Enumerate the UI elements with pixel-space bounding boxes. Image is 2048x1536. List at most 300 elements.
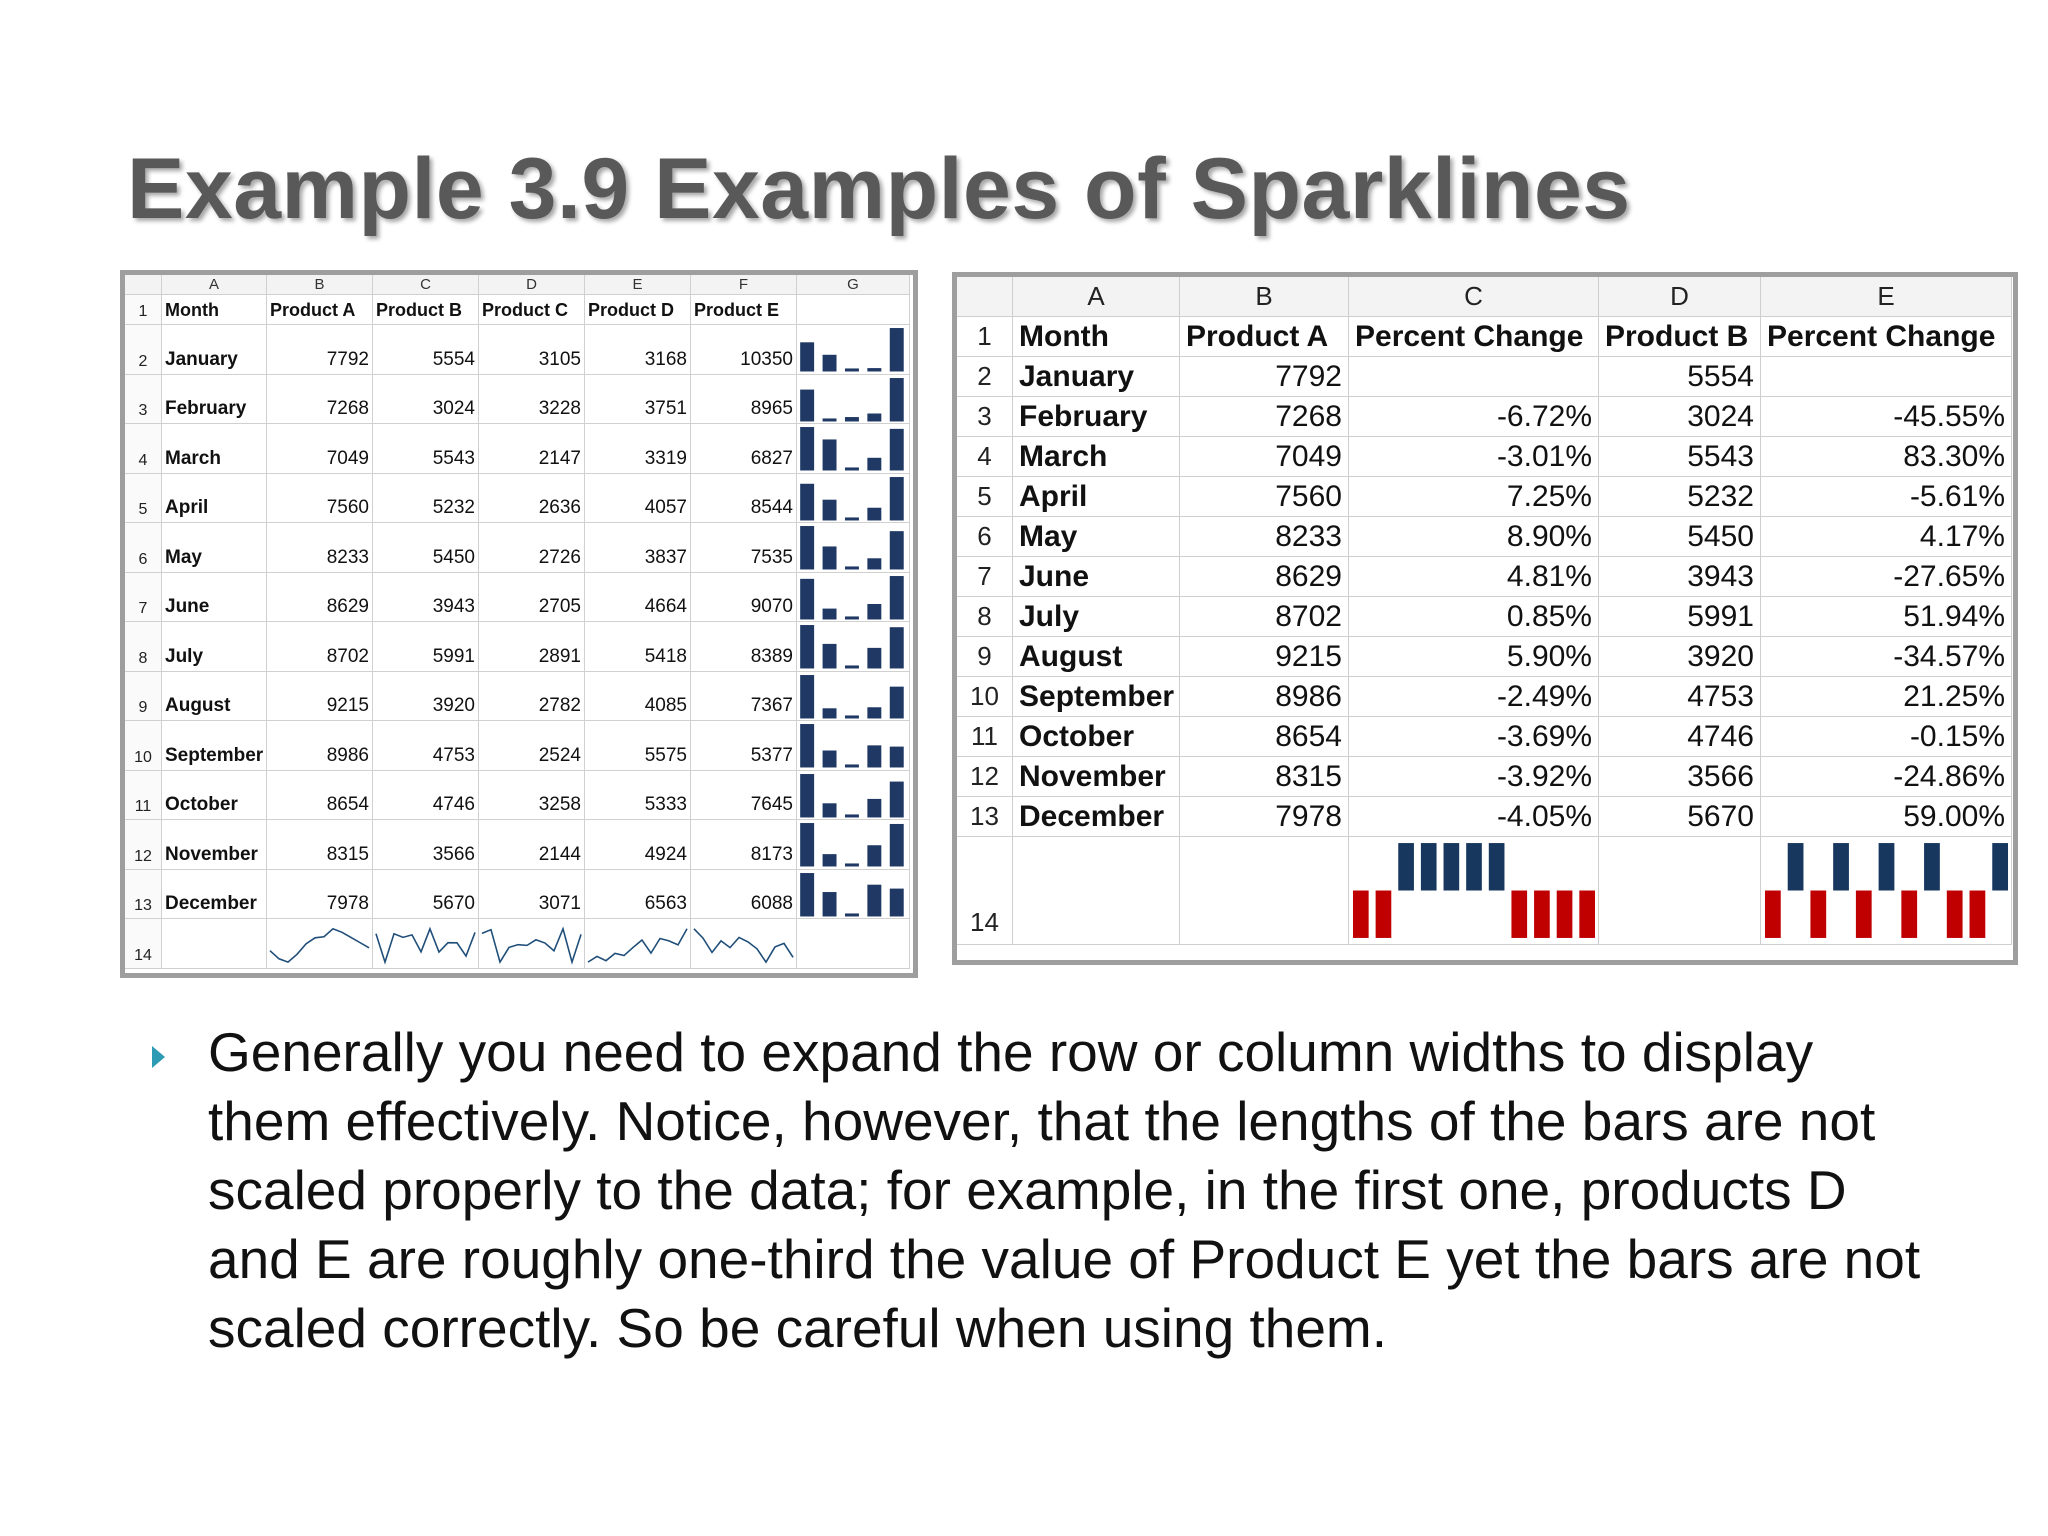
line-sparkline-cell[interactable] [373, 919, 479, 969]
row-header[interactable]: 10 [957, 677, 1013, 717]
value-cell[interactable]: 2144 [479, 820, 585, 870]
sparkline-loss-bar [1534, 891, 1550, 938]
row-header[interactable]: 3 [957, 397, 1013, 437]
value-cell[interactable]: 8629 [267, 573, 373, 623]
sparkline-bar [800, 389, 814, 421]
value-cell[interactable]: 8702 [267, 622, 373, 672]
value-cell[interactable]: 7978 [267, 870, 373, 920]
value-cell[interactable]: 5232 [373, 474, 479, 524]
row-header[interactable]: 5 [125, 474, 162, 524]
value-cell[interactable] [1349, 357, 1599, 397]
sparkline-bar [845, 566, 859, 569]
row-header[interactable]: 1 [957, 317, 1013, 357]
sparkline-bar [867, 798, 881, 817]
value-cell[interactable]: 2147 [479, 424, 585, 474]
column-header[interactable]: D [1599, 277, 1761, 317]
value-cell[interactable]: 7.25% [1349, 477, 1599, 517]
sparkline-bar [823, 355, 837, 372]
sparkline-bar [845, 417, 859, 421]
value-cell[interactable]: 7268 [1180, 397, 1349, 437]
header-cell[interactable]: Month [1013, 317, 1180, 357]
value-cell[interactable]: 5333 [585, 771, 691, 821]
month-cell[interactable]: August [1013, 637, 1180, 677]
select-all-corner[interactable] [125, 275, 162, 295]
sparkline-loss-bar [1353, 891, 1369, 938]
value-cell[interactable]: 5554 [373, 325, 479, 375]
sparkline-bar [800, 724, 814, 767]
sparkline-bar [890, 627, 904, 668]
row-header[interactable]: 4 [957, 437, 1013, 477]
value-cell[interactable]: -3.69% [1349, 717, 1599, 757]
value-cell[interactable]: -27.65% [1761, 557, 2012, 597]
header-cell[interactable]: Product B [1599, 317, 1761, 357]
sparkline-bar [867, 745, 881, 767]
value-cell[interactable]: 4746 [1599, 717, 1761, 757]
row-header[interactable]: 11 [957, 717, 1013, 757]
sparkline-loss-bar [1511, 891, 1527, 938]
row-header[interactable]: 11 [125, 771, 162, 821]
line-sparkline [373, 919, 478, 968]
header-cell[interactable]: Percent Change [1349, 317, 1599, 357]
sheet2-grid [957, 277, 2013, 945]
value-cell[interactable]: 5543 [1599, 437, 1761, 477]
month-cell[interactable]: September [1013, 677, 1180, 717]
value-cell[interactable]: 4.81% [1349, 557, 1599, 597]
sparkline-bar [867, 648, 881, 669]
month-cell[interactable]: October [162, 771, 267, 821]
month-cell[interactable]: October [1013, 717, 1180, 757]
month-cell[interactable]: March [1013, 437, 1180, 477]
value-cell[interactable]: 83.30% [1761, 437, 2012, 477]
sparkline-win-bar [1833, 843, 1849, 890]
sparkline-bar [823, 608, 837, 619]
sparkline-bar [867, 507, 881, 520]
column-sparkline [797, 820, 909, 869]
column-sparkline-cell[interactable] [797, 820, 910, 870]
value-cell[interactable]: 59.00% [1761, 797, 2012, 837]
value-cell[interactable]: 3071 [479, 870, 585, 920]
sparkline-bar [890, 328, 904, 371]
column-header[interactable]: G [797, 275, 910, 295]
value-cell[interactable]: 7268 [267, 375, 373, 425]
sparkline-bar [890, 531, 904, 569]
month-cell[interactable]: November [162, 820, 267, 870]
column-header[interactable]: B [267, 275, 373, 295]
value-cell[interactable]: 7535 [691, 523, 797, 573]
spreadsheet-win-loss-sparklines [952, 272, 2018, 965]
value-cell[interactable]: 8.90% [1349, 517, 1599, 557]
sparkline-win-bar [1879, 843, 1895, 890]
row-header[interactable]: 12 [957, 757, 1013, 797]
win-loss-sparkline-cell[interactable] [1349, 837, 1599, 945]
sparkline-bar [823, 439, 837, 470]
month-cell[interactable]: June [162, 573, 267, 623]
column-sparkline-cell[interactable] [797, 721, 910, 771]
sparkline-bar [867, 604, 881, 619]
value-cell[interactable]: 9070 [691, 573, 797, 623]
sparkline-bar [867, 884, 881, 916]
column-sparkline-cell[interactable] [797, 424, 910, 474]
month-cell[interactable]: January [1013, 357, 1180, 397]
value-cell[interactable]: 5543 [373, 424, 479, 474]
line-sparkline-cell[interactable] [267, 919, 373, 969]
column-sparkline-cell[interactable] [797, 375, 910, 425]
value-cell[interactable]: -0.15% [1761, 717, 2012, 757]
month-cell[interactable]: January [162, 325, 267, 375]
month-cell[interactable]: May [1013, 517, 1180, 557]
value-cell[interactable]: 5377 [691, 721, 797, 771]
month-cell[interactable]: April [162, 474, 267, 524]
sparkline-bar [867, 413, 881, 421]
sparkline-bar [845, 913, 859, 916]
value-cell[interactable]: 3566 [373, 820, 479, 870]
sparkline-bar [800, 427, 814, 470]
value-cell[interactable]: 5670 [373, 870, 479, 920]
row-header[interactable]: 13 [125, 870, 162, 920]
month-cell[interactable]: September [162, 721, 267, 771]
column-header[interactable]: D [479, 275, 585, 295]
value-cell[interactable]: 2726 [479, 523, 585, 573]
value-cell[interactable]: 7049 [267, 424, 373, 474]
value-cell[interactable]: 9215 [1180, 637, 1349, 677]
win-loss-sparkline [1349, 837, 1598, 944]
month-cell[interactable]: June [1013, 557, 1180, 597]
column-header[interactable]: E [1761, 277, 2012, 317]
row-header[interactable]: 14 [125, 919, 162, 969]
row-header[interactable]: 10 [125, 721, 162, 771]
value-cell[interactable]: 8654 [267, 771, 373, 821]
column-sparkline [797, 325, 909, 374]
row-header[interactable]: 14 [957, 837, 1013, 945]
value-cell[interactable]: 4085 [585, 672, 691, 722]
value-cell[interactable]: -3.92% [1349, 757, 1599, 797]
value-cell[interactable]: 7367 [691, 672, 797, 722]
value-cell[interactable]: 7792 [1180, 357, 1349, 397]
value-cell[interactable]: 8173 [691, 820, 797, 870]
sparkline-bar [800, 823, 814, 866]
column-sparkline [797, 474, 909, 523]
sparkline-loss-bar [1810, 891, 1826, 938]
bullet-arrow-icon [152, 1046, 165, 1068]
column-header[interactable]: B [1180, 277, 1349, 317]
column-sparkline [797, 622, 909, 671]
value-cell[interactable]: -2.49% [1349, 677, 1599, 717]
header-cell[interactable]: Product D [585, 295, 691, 325]
empty-cell[interactable] [797, 295, 910, 325]
sparkline-bar [867, 707, 881, 718]
value-cell[interactable]: 51.94% [1761, 597, 2012, 637]
empty-cell[interactable] [1599, 837, 1761, 945]
sheet1-grid [125, 275, 913, 969]
value-cell[interactable]: 2636 [479, 474, 585, 524]
header-cell[interactable]: Product C [479, 295, 585, 325]
sparkline-line [482, 929, 581, 962]
value-cell[interactable]: 3168 [585, 325, 691, 375]
value-cell[interactable]: 3105 [479, 325, 585, 375]
row-header[interactable]: 13 [957, 797, 1013, 837]
header-cell[interactable]: Product E [691, 295, 797, 325]
value-cell[interactable]: 0.85% [1349, 597, 1599, 637]
sparkline-bar [845, 814, 859, 817]
sparkline-loss-bar [1970, 891, 1986, 938]
sparkline-bar [823, 708, 837, 718]
line-sparkline-cell[interactable] [479, 919, 585, 969]
sparkline-bar [845, 517, 859, 520]
value-cell[interactable]: 6088 [691, 870, 797, 920]
column-sparkline-cell[interactable] [797, 523, 910, 573]
value-cell[interactable]: 8965 [691, 375, 797, 425]
row-header[interactable]: 2 [125, 325, 162, 375]
column-header[interactable]: C [373, 275, 479, 295]
sparkline-line [270, 929, 369, 962]
header-cell[interactable]: Product B [373, 295, 479, 325]
line-sparkline-cell[interactable] [585, 919, 691, 969]
value-cell[interactable]: 4753 [373, 721, 479, 771]
line-sparkline-cell[interactable] [691, 919, 797, 969]
sparkline-loss-bar [1947, 891, 1963, 938]
row-header[interactable]: 4 [125, 424, 162, 474]
sparkline-bar [845, 715, 859, 718]
value-cell[interactable]: 3751 [585, 375, 691, 425]
row-header[interactable]: 3 [125, 375, 162, 425]
header-cell[interactable]: Product A [1180, 317, 1349, 357]
value-cell[interactable]: 5232 [1599, 477, 1761, 517]
value-cell[interactable]: 8544 [691, 474, 797, 524]
row-header[interactable]: 5 [957, 477, 1013, 517]
sparkline-line [694, 929, 793, 962]
row-header[interactable]: 9 [125, 672, 162, 722]
value-cell[interactable]: 8315 [267, 820, 373, 870]
sparkline-bar [890, 576, 904, 619]
value-cell[interactable]: 5991 [1599, 597, 1761, 637]
sparkline-bar [800, 873, 814, 916]
value-cell[interactable]: 5991 [373, 622, 479, 672]
value-cell[interactable]: 6827 [691, 424, 797, 474]
month-cell[interactable]: February [1013, 397, 1180, 437]
value-cell[interactable]: -5.61% [1761, 477, 2012, 517]
value-cell[interactable]: 7049 [1180, 437, 1349, 477]
line-sparkline [479, 919, 584, 968]
column-sparkline [797, 672, 909, 721]
value-cell[interactable] [1761, 357, 2012, 397]
month-cell[interactable]: December [1013, 797, 1180, 837]
value-cell[interactable]: 8233 [1180, 517, 1349, 557]
value-cell[interactable]: 2705 [479, 573, 585, 623]
value-cell[interactable]: -24.86% [1761, 757, 2012, 797]
sparkline-bar [890, 781, 904, 817]
value-cell[interactable]: 8702 [1180, 597, 1349, 637]
value-cell[interactable]: 8986 [1180, 677, 1349, 717]
sparkline-bar [823, 418, 837, 421]
value-cell[interactable]: 3228 [479, 375, 585, 425]
value-cell[interactable]: 7645 [691, 771, 797, 821]
sparkline-bar [823, 803, 837, 817]
column-sparkline [797, 573, 909, 622]
value-cell[interactable]: 8654 [1180, 717, 1349, 757]
sparkline-win-bar [1924, 843, 1940, 890]
sparkline-bar [867, 845, 881, 866]
row-header[interactable]: 8 [125, 622, 162, 672]
row-header[interactable]: 8 [957, 597, 1013, 637]
sparkline-bar [800, 774, 814, 817]
row-header[interactable]: 9 [957, 637, 1013, 677]
column-header[interactable]: A [1013, 277, 1180, 317]
header-cell[interactable]: Percent Change [1761, 317, 2012, 357]
sparkline-win-bar [1992, 843, 2008, 890]
column-sparkline-cell[interactable] [797, 622, 910, 672]
sparkline-bar [823, 854, 837, 866]
value-cell[interactable]: 4924 [585, 820, 691, 870]
column-sparkline-cell[interactable] [797, 870, 910, 920]
column-header[interactable]: F [691, 275, 797, 295]
value-cell[interactable]: -45.55% [1761, 397, 2012, 437]
column-header[interactable]: E [585, 275, 691, 295]
value-cell[interactable]: 3024 [1599, 397, 1761, 437]
value-cell[interactable]: 3024 [373, 375, 479, 425]
value-cell[interactable]: 4057 [585, 474, 691, 524]
select-all-corner[interactable] [957, 277, 1013, 317]
value-cell[interactable]: 2524 [479, 721, 585, 771]
sparkline-bar [890, 429, 904, 471]
sparkline-win-bar [1398, 843, 1414, 890]
sparkline-bar [800, 526, 814, 569]
sparkline-bar [800, 483, 814, 520]
column-sparkline-cell[interactable] [797, 672, 910, 722]
month-cell[interactable]: August [162, 672, 267, 722]
column-header[interactable]: C [1349, 277, 1599, 317]
sparkline-loss-bar [1856, 891, 1872, 938]
value-cell[interactable]: -3.01% [1349, 437, 1599, 477]
sparkline-bar [845, 616, 859, 619]
value-cell[interactable]: 3920 [1599, 637, 1761, 677]
value-cell[interactable]: -34.57% [1761, 637, 2012, 677]
sparkline-bar [890, 888, 904, 916]
empty-cell[interactable] [1180, 837, 1349, 945]
month-cell[interactable]: July [1013, 597, 1180, 637]
sparkline-bar [800, 675, 814, 718]
value-cell[interactable]: 3566 [1599, 757, 1761, 797]
value-cell[interactable]: 8629 [1180, 557, 1349, 597]
sparkline-bar [845, 467, 859, 470]
sparkline-loss-bar [1901, 891, 1917, 938]
month-cell[interactable]: March [162, 424, 267, 474]
value-cell[interactable]: 8389 [691, 622, 797, 672]
value-cell[interactable]: 4753 [1599, 677, 1761, 717]
sparkline-bar [823, 892, 837, 916]
value-cell[interactable]: 4746 [373, 771, 479, 821]
value-cell[interactable]: 3943 [1599, 557, 1761, 597]
column-sparkline [797, 523, 909, 572]
value-cell[interactable]: 7792 [267, 325, 373, 375]
column-sparkline-cell[interactable] [797, 771, 910, 821]
row-header[interactable]: 2 [957, 357, 1013, 397]
value-cell[interactable]: -6.72% [1349, 397, 1599, 437]
value-cell[interactable]: 4.17% [1761, 517, 2012, 557]
sparkline-bar [845, 863, 859, 866]
value-cell[interactable]: 5.90% [1349, 637, 1599, 677]
column-sparkline [797, 424, 909, 473]
header-cell[interactable]: Month [162, 295, 267, 325]
column-sparkline [797, 870, 909, 919]
row-header[interactable]: 6 [125, 523, 162, 573]
line-sparkline [585, 919, 690, 968]
month-cell[interactable]: December [162, 870, 267, 920]
line-sparkline [691, 919, 796, 968]
bullet-text: Generally you need to expand the row or column widths to display them effectively. Notice, however, that the lengths of the bars are not scaled properly to the data; for example, in the first one, products D and E are roughly one-third the value of Product E yet the bars are not scaled correctly. So be careful when using them. [208, 1021, 1921, 1359]
value-cell[interactable]: 10350 [691, 325, 797, 375]
value-cell[interactable]: 2891 [479, 622, 585, 672]
value-cell[interactable]: 5554 [1599, 357, 1761, 397]
row-header[interactable]: 7 [957, 557, 1013, 597]
column-sparkline-cell[interactable] [797, 325, 910, 375]
column-sparkline-cell[interactable] [797, 573, 910, 623]
month-cell[interactable]: April [1013, 477, 1180, 517]
month-cell[interactable]: February [162, 375, 267, 425]
value-cell[interactable]: 3943 [373, 573, 479, 623]
row-header[interactable]: 6 [957, 517, 1013, 557]
value-cell[interactable]: 3319 [585, 424, 691, 474]
value-cell[interactable]: 4664 [585, 573, 691, 623]
sparkline-line [588, 929, 687, 962]
value-cell[interactable]: 7978 [1180, 797, 1349, 837]
value-cell[interactable]: 5575 [585, 721, 691, 771]
empty-cell[interactable] [1013, 837, 1180, 945]
win-loss-sparkline-cell[interactable] [1761, 837, 2012, 945]
value-cell[interactable]: -4.05% [1349, 797, 1599, 837]
value-cell[interactable]: 8233 [267, 523, 373, 573]
sparkline-bar [800, 578, 814, 619]
value-cell[interactable]: 3837 [585, 523, 691, 573]
value-cell[interactable]: 5418 [585, 622, 691, 672]
empty-cell[interactable] [162, 919, 267, 969]
sparkline-loss-bar [1557, 891, 1573, 938]
header-cell[interactable]: Product A [267, 295, 373, 325]
month-cell[interactable]: July [162, 622, 267, 672]
column-sparkline [797, 721, 909, 770]
value-cell[interactable]: 9215 [267, 672, 373, 722]
sparkline-win-bar [1466, 843, 1482, 890]
sparkline-bar [800, 342, 814, 371]
empty-cell[interactable] [797, 919, 910, 969]
sparkline-win-bar [1489, 843, 1505, 890]
month-cell[interactable]: May [162, 523, 267, 573]
sparkline-bar [845, 764, 859, 767]
value-cell[interactable]: 3920 [373, 672, 479, 722]
row-header[interactable]: 12 [125, 820, 162, 870]
value-cell[interactable]: 2782 [479, 672, 585, 722]
value-cell[interactable]: 5670 [1599, 797, 1761, 837]
value-cell[interactable]: 21.25% [1761, 677, 2012, 717]
value-cell[interactable]: 7560 [1180, 477, 1349, 517]
value-cell[interactable]: 8315 [1180, 757, 1349, 797]
column-header[interactable]: A [162, 275, 267, 295]
value-cell[interactable]: 5450 [373, 523, 479, 573]
sparkline-bar [890, 477, 904, 520]
row-header[interactable]: 7 [125, 573, 162, 623]
value-cell[interactable]: 7560 [267, 474, 373, 524]
sparkline-bar [890, 747, 904, 768]
line-sparkline [267, 919, 372, 968]
value-cell[interactable]: 3258 [479, 771, 585, 821]
column-sparkline-cell[interactable] [797, 474, 910, 524]
sparkline-bar [890, 686, 904, 718]
value-cell[interactable]: 8986 [267, 721, 373, 771]
month-cell[interactable]: November [1013, 757, 1180, 797]
sparkline-bar [867, 558, 881, 569]
row-header[interactable]: 1 [125, 295, 162, 325]
value-cell[interactable]: 6563 [585, 870, 691, 920]
value-cell[interactable]: 5450 [1599, 517, 1761, 557]
